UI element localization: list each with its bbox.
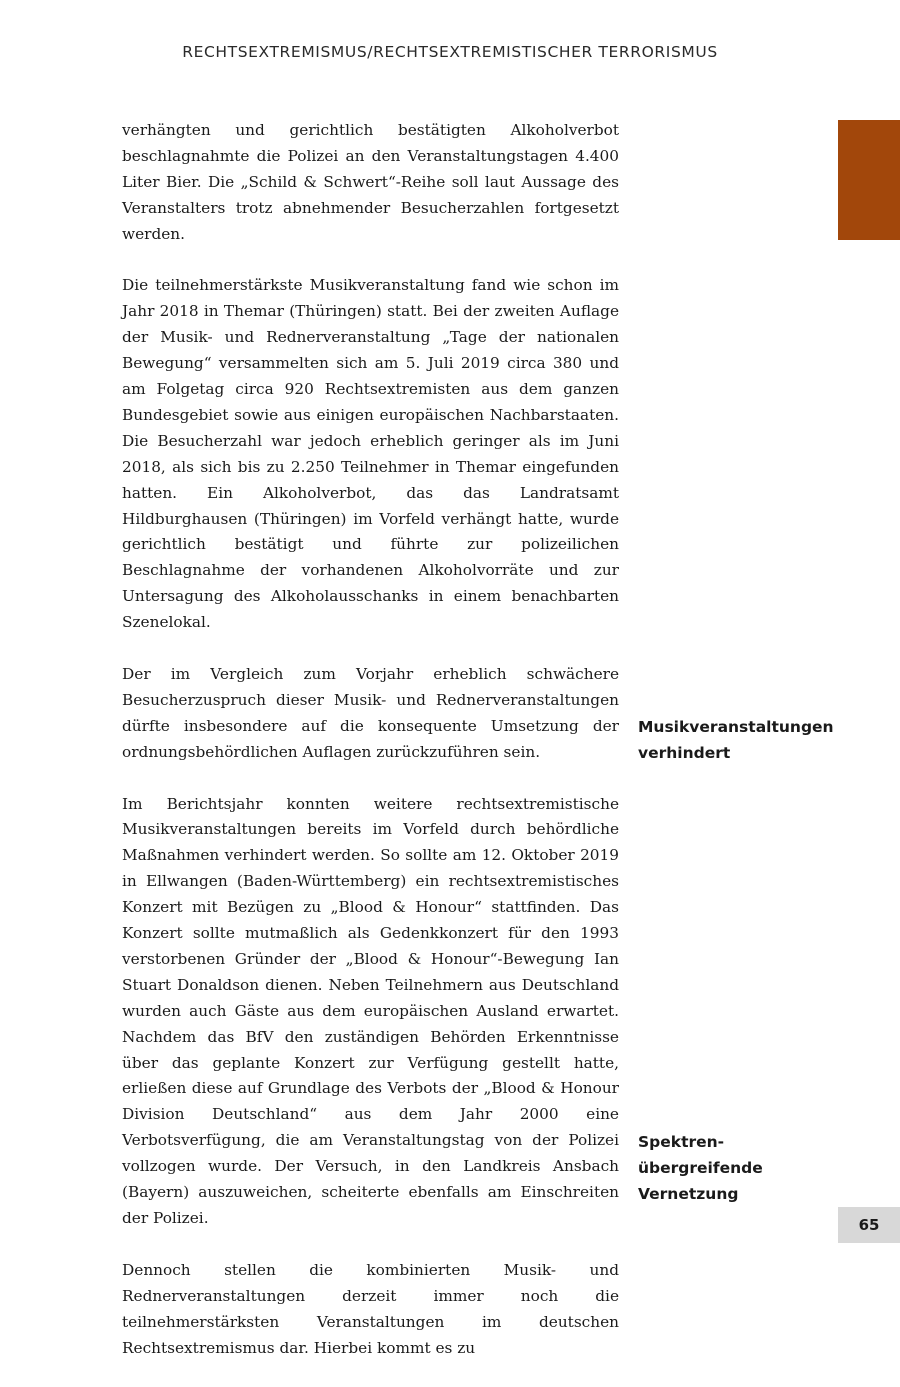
margin-heading-line: Musikveranstaltungen	[638, 718, 834, 736]
margin-heading-line: verhindert	[638, 744, 731, 762]
margin-heading-music-events-prevented	[638, 714, 838, 766]
paragraph-5: Dennoch stellen die kombinierten Musik- und Rednerveranstaltungen derzeit immer noch die teilnehmerstärksten Veranstaltungen im deutschen Rechtsextremismus dar. Hierbei kommt es zu	[122, 1260, 619, 1357]
body-text	[122, 118, 619, 1387]
paragraph-1: verhängten und gerichtlich bestätigten Alkoholverbot beschlagnahmte die Polizei an den Veranstaltungstagen 4.400 Liter Bier. Die „Schild & Schwert“-Reihe soll laut Aussage des Veranstalters trotz abnehmender Besucherzahlen fortgesetzt werden.	[122, 121, 619, 243]
margin-heading-cross-spectrum-networking	[638, 1129, 838, 1207]
paragraph-4: Im Berichtsjahr konnten weitere rechtsextremistische Musikveranstaltungen bereits im Vorfeld durch behördliche Maßnahmen verhindert werden. So sollte am 12. Oktober 2019 in Ellwangen (Baden-Württemberg) ein rechtsextremistisches Konzert mit Bezügen zu „Blood & Honour“ stattfinden. Das Konzert sollte mutmaßlich als Gedenkkonzert für den 1993 verstorbenen Gründer der „Blood & Honour“-Bewegung Ian Stuart Donaldson dienen. Neben Teilnehmern aus Deutschland wurden auch Gäste aus dem europäischen Ausland erwartet. Nachdem das BfV den zuständigen Behörden Erkenntnisse über das geplante Konzert zur Verfügung gestellt hatte, erließen diese auf Grundlage des Verbots der „Blood & Honour Division Deutschland“ aus dem Jahr 2000 eine Verbotsverfügung, die am Veranstaltungstag von der Polizei vollzogen wurde. Der Versuch, in den Landkreis Ansbach (Bayern) auszuweichen, scheiterte ebenfalls am Einschreiten der Polizei.	[122, 794, 619, 1228]
margin-heading-line: Spektren-	[638, 1133, 725, 1151]
margin-heading-line: übergreifende	[638, 1159, 763, 1177]
paragraph-2: Die teilnehmerstärkste Musikveranstaltung fand wie schon im Jahr 2018 in Themar (Thüringen) statt. Bei der zweiten Auflage der Musik- und Rednerveranstaltung „Tage der nationalen Bewegung“ versammelten sich am 5. Juli 2019 circa 380 und am Folgetag circa 920 Rechtsextremisten aus dem ganzen Bundesgebiet sowie aus einigen europäischen Nachbarstaaten. Die Besucherzahl war jedoch erheblich geringer als im Juni 2018, als sich bis zu 2.250 Teilnehmer in Themar eingefunden hatten. Ein Alkoholverbot, das das Landratsamt Hildburghausen (Thüringen) im Vorfeld verhängt hatte, wurde gerichtlich bestätigt und führte zur polizeilichen Beschlagnahme der vorhandenen Alkoholvorräte und zur Untersagung des Alkoholausschanks in einem benachbarten Szenelokal.	[122, 276, 619, 632]
paragraph-3: Der im Vergleich zum Vorjahr erheblich schwächere Besucherzuspruch dieser Musik- und Rednerveranstaltungen dürfte insbesondere auf die konsequente Umsetzung der ordnungsbehördlichen Auflagen zurückzuführen sein.	[122, 665, 619, 761]
chapter-tab-marker	[838, 120, 900, 240]
page-number: 65	[838, 1207, 900, 1243]
running-header: RECHTSEXTREMISMUS/RECHTSEXTREMISTISCHER TERRORISMUS	[182, 43, 718, 61]
margin-heading-line: Vernetzung	[638, 1185, 739, 1203]
